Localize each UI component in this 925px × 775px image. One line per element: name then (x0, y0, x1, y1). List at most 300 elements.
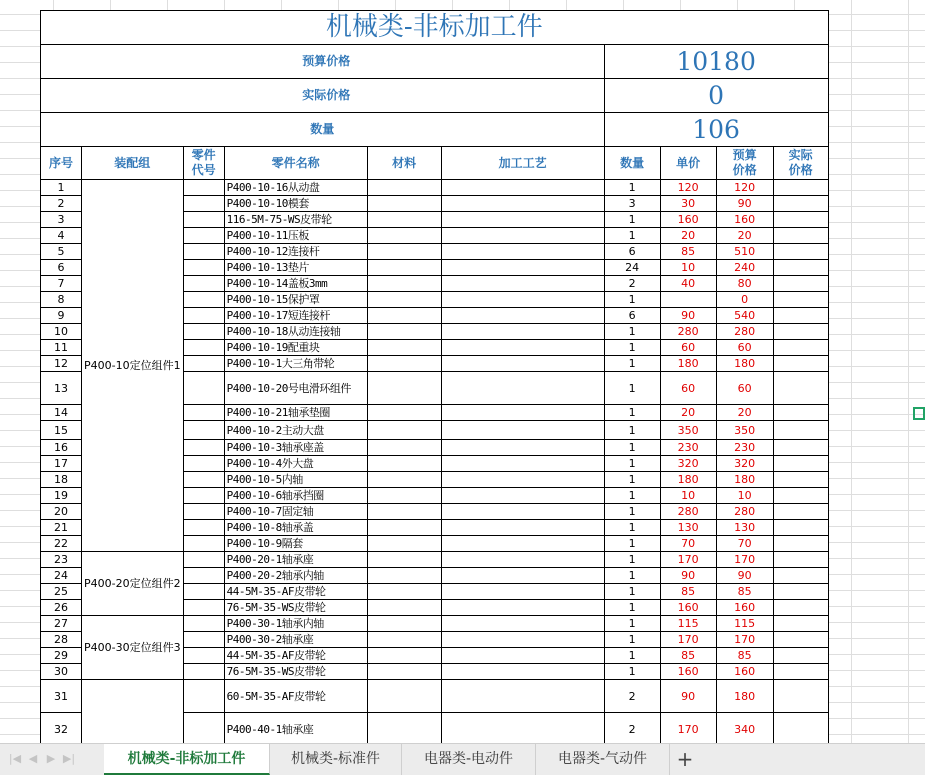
cell-material[interactable] (367, 456, 441, 472)
cell-quantity[interactable]: 3 (604, 196, 660, 212)
cell-actual-price[interactable] (773, 568, 828, 584)
cell-process[interactable] (441, 536, 604, 552)
cell-unit-price[interactable]: 90 (660, 308, 716, 324)
cell-seq[interactable]: 12 (41, 356, 82, 372)
cell-assembly-group[interactable] (82, 680, 184, 744)
cell-quantity[interactable]: 1 (604, 405, 660, 421)
cell-process[interactable] (441, 212, 604, 228)
cell-part-code[interactable] (183, 584, 224, 600)
cell-part-name[interactable]: 44-5M-35-AF皮带轮 (224, 584, 367, 600)
cell-actual-price[interactable] (773, 308, 828, 324)
tab-mechanical-nonstandard[interactable]: 机械类-非标加工件 (104, 744, 270, 775)
cell-quantity[interactable]: 1 (604, 584, 660, 600)
cell-budget-price[interactable]: 320 (716, 456, 773, 472)
cell-part-code[interactable] (183, 340, 224, 356)
cell-assembly-group[interactable]: P400-20定位组件2 (82, 552, 184, 616)
cell-part-name[interactable]: P400-10-20号电滑环组件 (224, 372, 367, 405)
cell-seq[interactable]: 13 (41, 372, 82, 405)
cell-actual-price[interactable] (773, 584, 828, 600)
col-header-name[interactable]: 零件名称 (224, 147, 367, 180)
cell-quantity[interactable]: 1 (604, 356, 660, 372)
cell-actual-price[interactable] (773, 713, 828, 744)
cell-seq[interactable]: 24 (41, 568, 82, 584)
cell-quantity[interactable]: 1 (604, 372, 660, 405)
cell-quantity[interactable]: 1 (604, 180, 660, 196)
cell-seq[interactable]: 26 (41, 600, 82, 616)
cell-quantity[interactable]: 1 (604, 664, 660, 680)
cell-seq[interactable]: 29 (41, 648, 82, 664)
cell-material[interactable] (367, 713, 441, 744)
cell-material[interactable] (367, 180, 441, 196)
cell-part-code[interactable] (183, 472, 224, 488)
cell-part-name[interactable]: P400-10-16从动盘 (224, 180, 367, 196)
cell-process[interactable] (441, 504, 604, 520)
cell-budget-price[interactable]: 540 (716, 308, 773, 324)
first-sheet-icon[interactable]: |◀ (8, 752, 22, 765)
cell-part-code[interactable] (183, 536, 224, 552)
cell-process[interactable] (441, 228, 604, 244)
cell-process[interactable] (441, 405, 604, 421)
cell-seq[interactable]: 28 (41, 632, 82, 648)
cell-part-code[interactable] (183, 180, 224, 196)
cell-quantity[interactable]: 1 (604, 568, 660, 584)
cell-budget-price[interactable]: 60 (716, 372, 773, 405)
cell-process[interactable] (441, 520, 604, 536)
cell-part-code[interactable] (183, 504, 224, 520)
cell-actual-price[interactable] (773, 276, 828, 292)
cell-budget-price[interactable]: 180 (716, 680, 773, 713)
cell-process[interactable] (441, 600, 604, 616)
cell-unit-price[interactable]: 130 (660, 520, 716, 536)
cell-actual-price[interactable] (773, 244, 828, 260)
col-header-code[interactable] (183, 147, 224, 180)
cell-material[interactable] (367, 584, 441, 600)
cell-material[interactable] (367, 324, 441, 340)
cell-budget-price[interactable]: 280 (716, 324, 773, 340)
cell-part-name[interactable]: P400-10-11压板 (224, 228, 367, 244)
cell-seq[interactable]: 16 (41, 440, 82, 456)
cell-quantity[interactable]: 1 (604, 212, 660, 228)
cell-material[interactable] (367, 405, 441, 421)
cell-unit-price[interactable]: 10 (660, 260, 716, 276)
cell-process[interactable] (441, 196, 604, 212)
cell-part-code[interactable] (183, 228, 224, 244)
cell-quantity[interactable]: 1 (604, 292, 660, 308)
cell-seq[interactable]: 10 (41, 324, 82, 340)
cell-unit-price[interactable]: 85 (660, 244, 716, 260)
cell-part-code[interactable] (183, 616, 224, 632)
cell-quantity[interactable]: 1 (604, 488, 660, 504)
cell-actual-price[interactable] (773, 292, 828, 308)
cell-budget-price[interactable]: 160 (716, 600, 773, 616)
cell-budget-price[interactable]: 60 (716, 340, 773, 356)
cell-material[interactable] (367, 340, 441, 356)
cell-part-code[interactable] (183, 372, 224, 405)
cell-quantity[interactable]: 24 (604, 260, 660, 276)
cell-actual-price[interactable] (773, 600, 828, 616)
cell-actual-price[interactable] (773, 664, 828, 680)
cell-seq[interactable]: 21 (41, 520, 82, 536)
add-sheet-button[interactable]: + (676, 747, 694, 771)
cell-actual-price[interactable] (773, 616, 828, 632)
cell-material[interactable] (367, 680, 441, 713)
cell-material[interactable] (367, 632, 441, 648)
cell-actual-price[interactable] (773, 212, 828, 228)
cell-part-name[interactable]: P400-10-2主动大盘 (224, 421, 367, 440)
cell-process[interactable] (441, 456, 604, 472)
cell-material[interactable] (367, 664, 441, 680)
cell-material[interactable] (367, 536, 441, 552)
cell-quantity[interactable]: 6 (604, 244, 660, 260)
cell-quantity[interactable]: 1 (604, 632, 660, 648)
cell-quantity[interactable]: 1 (604, 456, 660, 472)
cell-budget-price[interactable]: 80 (716, 276, 773, 292)
prev-sheet-icon[interactable]: ◀ (28, 752, 38, 765)
cell-quantity[interactable]: 1 (604, 440, 660, 456)
cell-part-name[interactable]: P400-10-3轴承座盖 (224, 440, 367, 456)
cell-unit-price[interactable]: 180 (660, 472, 716, 488)
cell-budget-price[interactable]: 0 (716, 292, 773, 308)
cell-unit-price[interactable]: 70 (660, 536, 716, 552)
cell-part-name[interactable]: P400-10-17短连接杆 (224, 308, 367, 324)
col-header-qty[interactable]: 数量 (604, 147, 660, 180)
cell-actual-price[interactable] (773, 648, 828, 664)
cell-seq[interactable]: 8 (41, 292, 82, 308)
cell-seq[interactable]: 17 (41, 456, 82, 472)
cell-unit-price[interactable]: 170 (660, 552, 716, 568)
cell-quantity[interactable]: 1 (604, 520, 660, 536)
cell-material[interactable] (367, 421, 441, 440)
cell-unit-price[interactable]: 10 (660, 488, 716, 504)
cell-process[interactable] (441, 244, 604, 260)
cell-material[interactable] (367, 520, 441, 536)
cell-budget-price[interactable]: 350 (716, 421, 773, 440)
cell-seq[interactable]: 1 (41, 180, 82, 196)
cell-seq[interactable]: 2 (41, 196, 82, 212)
cell-seq[interactable]: 9 (41, 308, 82, 324)
cell-seq[interactable]: 4 (41, 228, 82, 244)
cell-budget-price[interactable]: 10 (716, 488, 773, 504)
cell-process[interactable] (441, 584, 604, 600)
cell-quantity[interactable]: 1 (604, 504, 660, 520)
cell-budget-price[interactable]: 130 (716, 520, 773, 536)
cell-seq[interactable]: 7 (41, 276, 82, 292)
cell-actual-price[interactable] (773, 372, 828, 405)
cell-part-name[interactable]: P400-10-9隔套 (224, 536, 367, 552)
cell-unit-price[interactable]: 180 (660, 356, 716, 372)
cell-budget-price[interactable]: 340 (716, 713, 773, 744)
cell-part-code[interactable] (183, 664, 224, 680)
cell-material[interactable] (367, 260, 441, 276)
cell-part-code[interactable] (183, 260, 224, 276)
cell-part-code[interactable] (183, 292, 224, 308)
cell-part-name[interactable]: P400-40-1轴承座 (224, 713, 367, 744)
cell-material[interactable] (367, 504, 441, 520)
cell-quantity[interactable]: 1 (604, 421, 660, 440)
cell-process[interactable] (441, 440, 604, 456)
cell-budget-price[interactable]: 230 (716, 440, 773, 456)
cell-quantity[interactable]: 1 (604, 616, 660, 632)
cell-actual-price[interactable] (773, 536, 828, 552)
cell-actual-price[interactable] (773, 440, 828, 456)
cell-part-name[interactable]: P400-10-8轴承盖 (224, 520, 367, 536)
cell-actual-price[interactable] (773, 324, 828, 340)
cell-unit-price[interactable]: 350 (660, 421, 716, 440)
cell-budget-price[interactable]: 90 (716, 568, 773, 584)
cell-budget-price[interactable]: 510 (716, 244, 773, 260)
cell-material[interactable] (367, 292, 441, 308)
cell-part-code[interactable] (183, 520, 224, 536)
cell-material[interactable] (367, 568, 441, 584)
cell-quantity[interactable]: 1 (604, 648, 660, 664)
cell-unit-price[interactable]: 320 (660, 456, 716, 472)
cell-seq[interactable]: 14 (41, 405, 82, 421)
cell-part-code[interactable] (183, 405, 224, 421)
cell-process[interactable] (441, 324, 604, 340)
quantity-label[interactable]: 数量 (41, 113, 605, 147)
cell-part-name[interactable]: P400-20-2轴承内轴 (224, 568, 367, 584)
col-header-seq[interactable]: 序号 (41, 147, 82, 180)
cell-quantity[interactable]: 1 (604, 340, 660, 356)
cell-actual-price[interactable] (773, 488, 828, 504)
cell-part-code[interactable] (183, 568, 224, 584)
cell-unit-price[interactable] (660, 292, 716, 308)
cell-quantity[interactable]: 2 (604, 680, 660, 713)
cell-part-name[interactable]: P400-10-13垫片 (224, 260, 367, 276)
col-header-actual[interactable] (773, 147, 828, 180)
cell-budget-price[interactable]: 180 (716, 356, 773, 372)
cell-part-code[interactable] (183, 421, 224, 440)
cell-material[interactable] (367, 472, 441, 488)
cell-assembly-group[interactable]: P400-10定位组件1 (82, 180, 184, 552)
cell-unit-price[interactable]: 230 (660, 440, 716, 456)
tab-electrical-pneumatic[interactable]: 电器类-气动件 (536, 744, 670, 775)
cell-part-code[interactable] (183, 600, 224, 616)
actual-price-label[interactable] (41, 79, 605, 113)
cell-quantity[interactable]: 1 (604, 472, 660, 488)
cell-process[interactable] (441, 488, 604, 504)
cell-unit-price[interactable]: 280 (660, 504, 716, 520)
cell-material[interactable] (367, 648, 441, 664)
cell-budget-price[interactable]: 160 (716, 664, 773, 680)
cell-quantity[interactable]: 1 (604, 324, 660, 340)
cell-process[interactable] (441, 552, 604, 568)
cell-quantity[interactable]: 1 (604, 552, 660, 568)
cell-budget-price[interactable]: 85 (716, 584, 773, 600)
cell-part-code[interactable] (183, 552, 224, 568)
cell-part-name[interactable]: P400-10-7固定轴 (224, 504, 367, 520)
cell-material[interactable] (367, 616, 441, 632)
cell-budget-price[interactable]: 160 (716, 212, 773, 228)
cell-part-name[interactable]: P400-10-10模套 (224, 196, 367, 212)
cell-unit-price[interactable]: 120 (660, 180, 716, 196)
cell-unit-price[interactable]: 60 (660, 372, 716, 405)
cell-process[interactable] (441, 632, 604, 648)
cell-seq[interactable]: 23 (41, 552, 82, 568)
cell-part-name[interactable]: P400-30-2轴承座 (224, 632, 367, 648)
cell-budget-price[interactable]: 170 (716, 632, 773, 648)
cell-part-name[interactable]: 76-5M-35-WS皮带轮 (224, 664, 367, 680)
cell-part-name[interactable]: 116-5M-75-WS皮带轮 (224, 212, 367, 228)
cell-process[interactable] (441, 276, 604, 292)
cell-actual-price[interactable] (773, 228, 828, 244)
quantity-value[interactable]: 106 (604, 113, 828, 147)
cell-budget-price[interactable]: 20 (716, 405, 773, 421)
cell-process[interactable] (441, 616, 604, 632)
cell-process[interactable] (441, 421, 604, 440)
cell-material[interactable] (367, 228, 441, 244)
cell-seq[interactable]: 32 (41, 713, 82, 744)
cell-unit-price[interactable]: 160 (660, 212, 716, 228)
cell-actual-price[interactable] (773, 180, 828, 196)
cell-process[interactable] (441, 568, 604, 584)
cell-unit-price[interactable]: 60 (660, 340, 716, 356)
cell-part-code[interactable] (183, 196, 224, 212)
cell-seq[interactable]: 19 (41, 488, 82, 504)
cell-part-name[interactable]: P400-10-6轴承挡圈 (224, 488, 367, 504)
cell-material[interactable] (367, 488, 441, 504)
col-header-unit-price[interactable]: 单价 (660, 147, 716, 180)
cell-material[interactable] (367, 212, 441, 228)
cell-process[interactable] (441, 372, 604, 405)
cell-actual-price[interactable] (773, 405, 828, 421)
cell-part-code[interactable] (183, 632, 224, 648)
cell-part-code[interactable] (183, 324, 224, 340)
cell-seq[interactable]: 5 (41, 244, 82, 260)
cell-budget-price[interactable]: 280 (716, 504, 773, 520)
cell-seq[interactable]: 6 (41, 260, 82, 276)
cell-process[interactable] (441, 664, 604, 680)
cell-part-name[interactable]: P400-10-21轴承垫圈 (224, 405, 367, 421)
cell-budget-price[interactable]: 240 (716, 260, 773, 276)
cell-actual-price[interactable] (773, 456, 828, 472)
cell-part-name[interactable]: P400-10-4外大盘 (224, 456, 367, 472)
col-header-process[interactable]: 加工工艺 (441, 147, 604, 180)
cell-quantity[interactable]: 1 (604, 228, 660, 244)
cell-unit-price[interactable]: 85 (660, 584, 716, 600)
cell-unit-price[interactable]: 40 (660, 276, 716, 292)
cell-unit-price[interactable]: 170 (660, 713, 716, 744)
cell-seq[interactable]: 27 (41, 616, 82, 632)
cell-part-name[interactable]: P400-10-19配重块 (224, 340, 367, 356)
sheet-title[interactable]: 机械类-非标加工件 (41, 11, 829, 45)
cell-quantity[interactable]: 6 (604, 308, 660, 324)
cell-part-name[interactable]: P400-20-1轴承座 (224, 552, 367, 568)
cell-material[interactable] (367, 356, 441, 372)
cell-process[interactable] (441, 292, 604, 308)
cell-material[interactable] (367, 276, 441, 292)
cell-part-code[interactable] (183, 212, 224, 228)
cell-process[interactable] (441, 260, 604, 276)
col-header-material[interactable]: 材料 (367, 147, 441, 180)
cell-material[interactable] (367, 244, 441, 260)
cell-actual-price[interactable] (773, 356, 828, 372)
next-sheet-icon[interactable]: ▶ (46, 752, 56, 765)
cell-quantity[interactable]: 1 (604, 600, 660, 616)
budget-price-label[interactable] (41, 45, 605, 79)
cell-process[interactable] (441, 648, 604, 664)
cell-seq[interactable]: 22 (41, 536, 82, 552)
cell-process[interactable] (441, 308, 604, 324)
cell-unit-price[interactable]: 170 (660, 632, 716, 648)
budget-price-value[interactable]: 10180 (604, 45, 828, 79)
col-header-budget[interactable] (716, 147, 773, 180)
cell-unit-price[interactable]: 90 (660, 680, 716, 713)
cell-part-name[interactable]: P400-10-1大三角带轮 (224, 356, 367, 372)
cell-unit-price[interactable]: 115 (660, 616, 716, 632)
cell-seq[interactable]: 11 (41, 340, 82, 356)
cell-unit-price[interactable]: 280 (660, 324, 716, 340)
cell-material[interactable] (367, 552, 441, 568)
cell-part-name[interactable]: P400-10-14盖板3mm (224, 276, 367, 292)
cell-unit-price[interactable]: 20 (660, 228, 716, 244)
cell-material[interactable] (367, 308, 441, 324)
cell-unit-price[interactable]: 160 (660, 600, 716, 616)
cell-budget-price[interactable]: 115 (716, 616, 773, 632)
cell-part-code[interactable] (183, 648, 224, 664)
cell-quantity[interactable]: 2 (604, 713, 660, 744)
col-header-group[interactable]: 装配组 (82, 147, 184, 180)
cell-actual-price[interactable] (773, 552, 828, 568)
cell-process[interactable] (441, 180, 604, 196)
cell-part-code[interactable] (183, 440, 224, 456)
cell-part-code[interactable] (183, 456, 224, 472)
cell-budget-price[interactable]: 180 (716, 472, 773, 488)
cell-assembly-group[interactable]: P400-30定位组件3 (82, 616, 184, 680)
cell-process[interactable] (441, 340, 604, 356)
cell-actual-price[interactable] (773, 520, 828, 536)
cell-part-code[interactable] (183, 244, 224, 260)
cell-material[interactable] (367, 196, 441, 212)
cell-seq[interactable]: 25 (41, 584, 82, 600)
cell-budget-price[interactable]: 85 (716, 648, 773, 664)
cell-part-code[interactable] (183, 713, 224, 744)
cell-material[interactable] (367, 600, 441, 616)
cell-unit-price[interactable]: 30 (660, 196, 716, 212)
cell-part-code[interactable] (183, 356, 224, 372)
cell-budget-price[interactable]: 170 (716, 552, 773, 568)
cell-seq[interactable]: 15 (41, 421, 82, 440)
cell-process[interactable] (441, 472, 604, 488)
cell-seq[interactable]: 31 (41, 680, 82, 713)
cell-actual-price[interactable] (773, 260, 828, 276)
cell-unit-price[interactable]: 85 (660, 648, 716, 664)
tab-mechanical-standard[interactable]: 机械类-标准件 (270, 744, 402, 775)
cell-process[interactable] (441, 356, 604, 372)
cell-part-code[interactable] (183, 680, 224, 713)
cell-budget-price[interactable]: 70 (716, 536, 773, 552)
cell-material[interactable] (367, 372, 441, 405)
cell-actual-price[interactable] (773, 340, 828, 356)
cell-actual-price[interactable] (773, 421, 828, 440)
tab-electrical-motor[interactable]: 电器类-电动件 (402, 744, 536, 775)
cell-seq[interactable]: 30 (41, 664, 82, 680)
cell-actual-price[interactable] (773, 632, 828, 648)
cell-part-code[interactable] (183, 276, 224, 292)
cell-part-code[interactable] (183, 308, 224, 324)
cell-part-name[interactable]: P400-10-15保护罩 (224, 292, 367, 308)
cell-budget-price[interactable]: 120 (716, 180, 773, 196)
cell-part-name[interactable]: P400-10-18从动连接轴 (224, 324, 367, 340)
actual-price-value[interactable]: 0 (604, 79, 828, 113)
cell-part-name[interactable]: P400-10-5内轴 (224, 472, 367, 488)
cell-seq[interactable]: 20 (41, 504, 82, 520)
cell-part-name[interactable]: 44-5M-35-AF皮带轮 (224, 648, 367, 664)
cell-actual-price[interactable] (773, 680, 828, 713)
cell-quantity[interactable]: 1 (604, 536, 660, 552)
cell-unit-price[interactable]: 160 (660, 664, 716, 680)
cell-unit-price[interactable]: 20 (660, 405, 716, 421)
